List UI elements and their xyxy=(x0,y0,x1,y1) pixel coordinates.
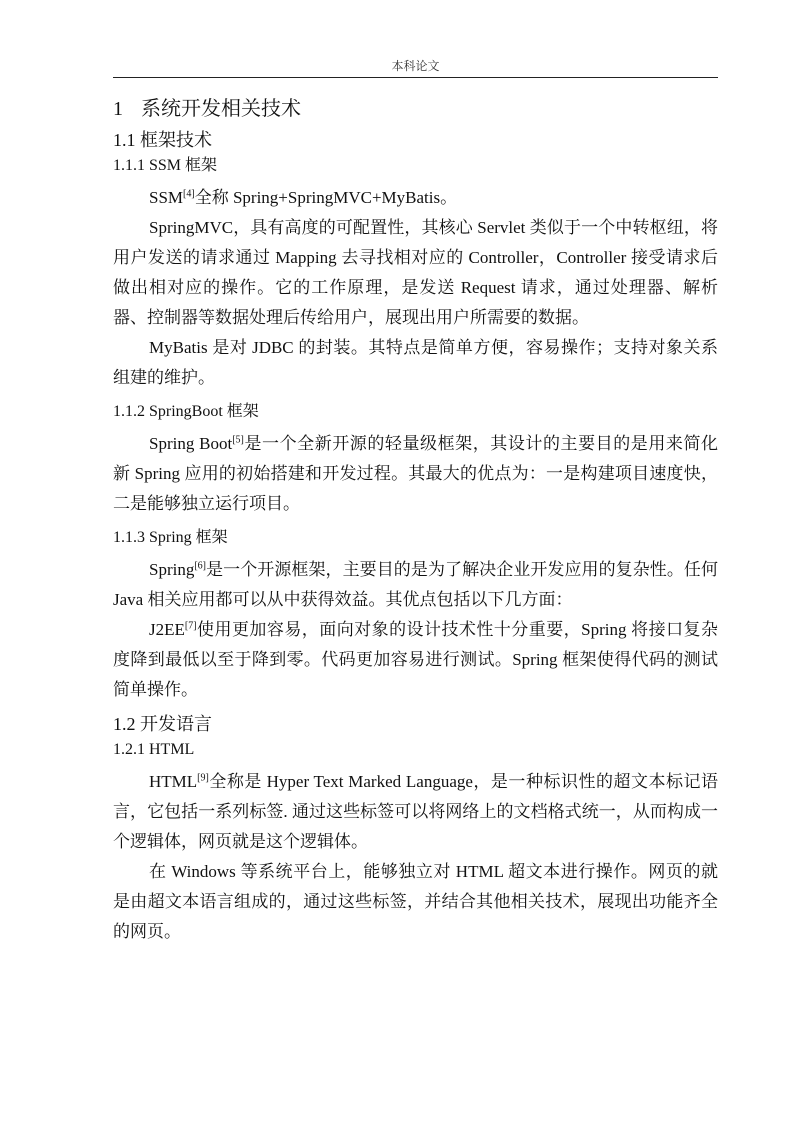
paragraph-mybatis: MyBatis 是对 JDBC 的封装。其特点是简单方便，容易操作；支持对象关系组建的维护。 xyxy=(113,338,718,387)
paragraph-windows-html: 在 Windows 等系统平台上，能够独立对 HTML 超文本进行操作。网页的就是由超文本语言组成的，通过这些标签，并结合其他相关技术，展现出功能齐全的网页。 xyxy=(113,862,718,941)
citation: [5] xyxy=(232,434,244,446)
running-header: 本科论文 xyxy=(391,59,440,73)
paragraph-j2ee xyxy=(113,615,718,705)
document-body xyxy=(113,95,718,947)
chapter-title: 系统开发相关技术 xyxy=(141,98,301,120)
section-heading-1-2: 1.2 开发语言 xyxy=(113,714,212,734)
paragraph-html xyxy=(113,767,718,857)
term: J2EE xyxy=(149,620,185,639)
term: HTML xyxy=(149,772,198,791)
citation: [6] xyxy=(194,560,207,572)
section-heading-1-1: 1.1 框架技术 xyxy=(113,130,212,150)
paragraph-text: 是一个全新开源的轻量级框架，其设计的主要目的是用来简化新 Spring 应用的初始搭建和开发过程。其最大的优点为：一是构建项目速度快，二是能够独立运行项目。 xyxy=(113,434,719,513)
subsection-heading-1-1-1: 1.1.1 SSM 框架 xyxy=(113,157,218,174)
chapter-number: 1 xyxy=(113,98,123,120)
citation: [7] xyxy=(184,620,197,632)
subsection-heading-1-1-2: 1.1.2 SpringBoot 框架 xyxy=(113,403,259,420)
paragraph-ssm-intro xyxy=(113,183,718,213)
paragraph-springboot xyxy=(113,429,718,519)
term: Spring xyxy=(149,560,195,579)
paragraph-text: 全称 Spring+SpringMVC+MyBatis。 xyxy=(194,188,458,207)
term: SSM xyxy=(149,188,184,207)
paragraph-spring xyxy=(113,555,718,615)
paragraph-text: 全称是 Hyper Text Marked Language，是一种标识性的超文本标记语言，它包括一系列标签. 通过这些标签可以将网络上的文档格式统一，从而构成一个逻辑体，网页就是这个逻辑体。 xyxy=(113,772,718,851)
citation: [9] xyxy=(197,772,209,784)
paragraph-text: 使用更加容易，面向对象的设计技术性十分重要，Spring 将接口复杂度降到最低以至于降到零。代码更加容易进行测试。Spring 框架使得代码的测试简单操作。 xyxy=(113,620,718,699)
header-rule xyxy=(113,77,718,78)
chapter-heading xyxy=(113,95,718,123)
term: Spring Boot xyxy=(149,434,233,453)
paragraph-springmvc: SpringMVC，具有高度的可配置性，其核心 Servlet 类似于一个中转枢纽，将用户发送的请求通过 Mapping 去寻找相对应的 Controller，Controller 接受请求后做出相对应的操作。它的工作原理，是发送 Request 请求，通过处理器、解析器、控制器等数据处理后传给用户，展现出用户所需要的数据。 xyxy=(113,218,718,327)
citation: [4] xyxy=(183,188,195,200)
subsection-heading-1-1-3: 1.1.3 Spring 框架 xyxy=(113,529,228,546)
subsection-heading-1-2-1: 1.2.1 HTML xyxy=(113,741,195,758)
paragraph-text: 是一个开源框架，主要目的是为了解决企业开发应用的复杂性。任何 Java 相关应用都可以从中获得效益。其优点包括以下几方面： xyxy=(113,560,718,609)
